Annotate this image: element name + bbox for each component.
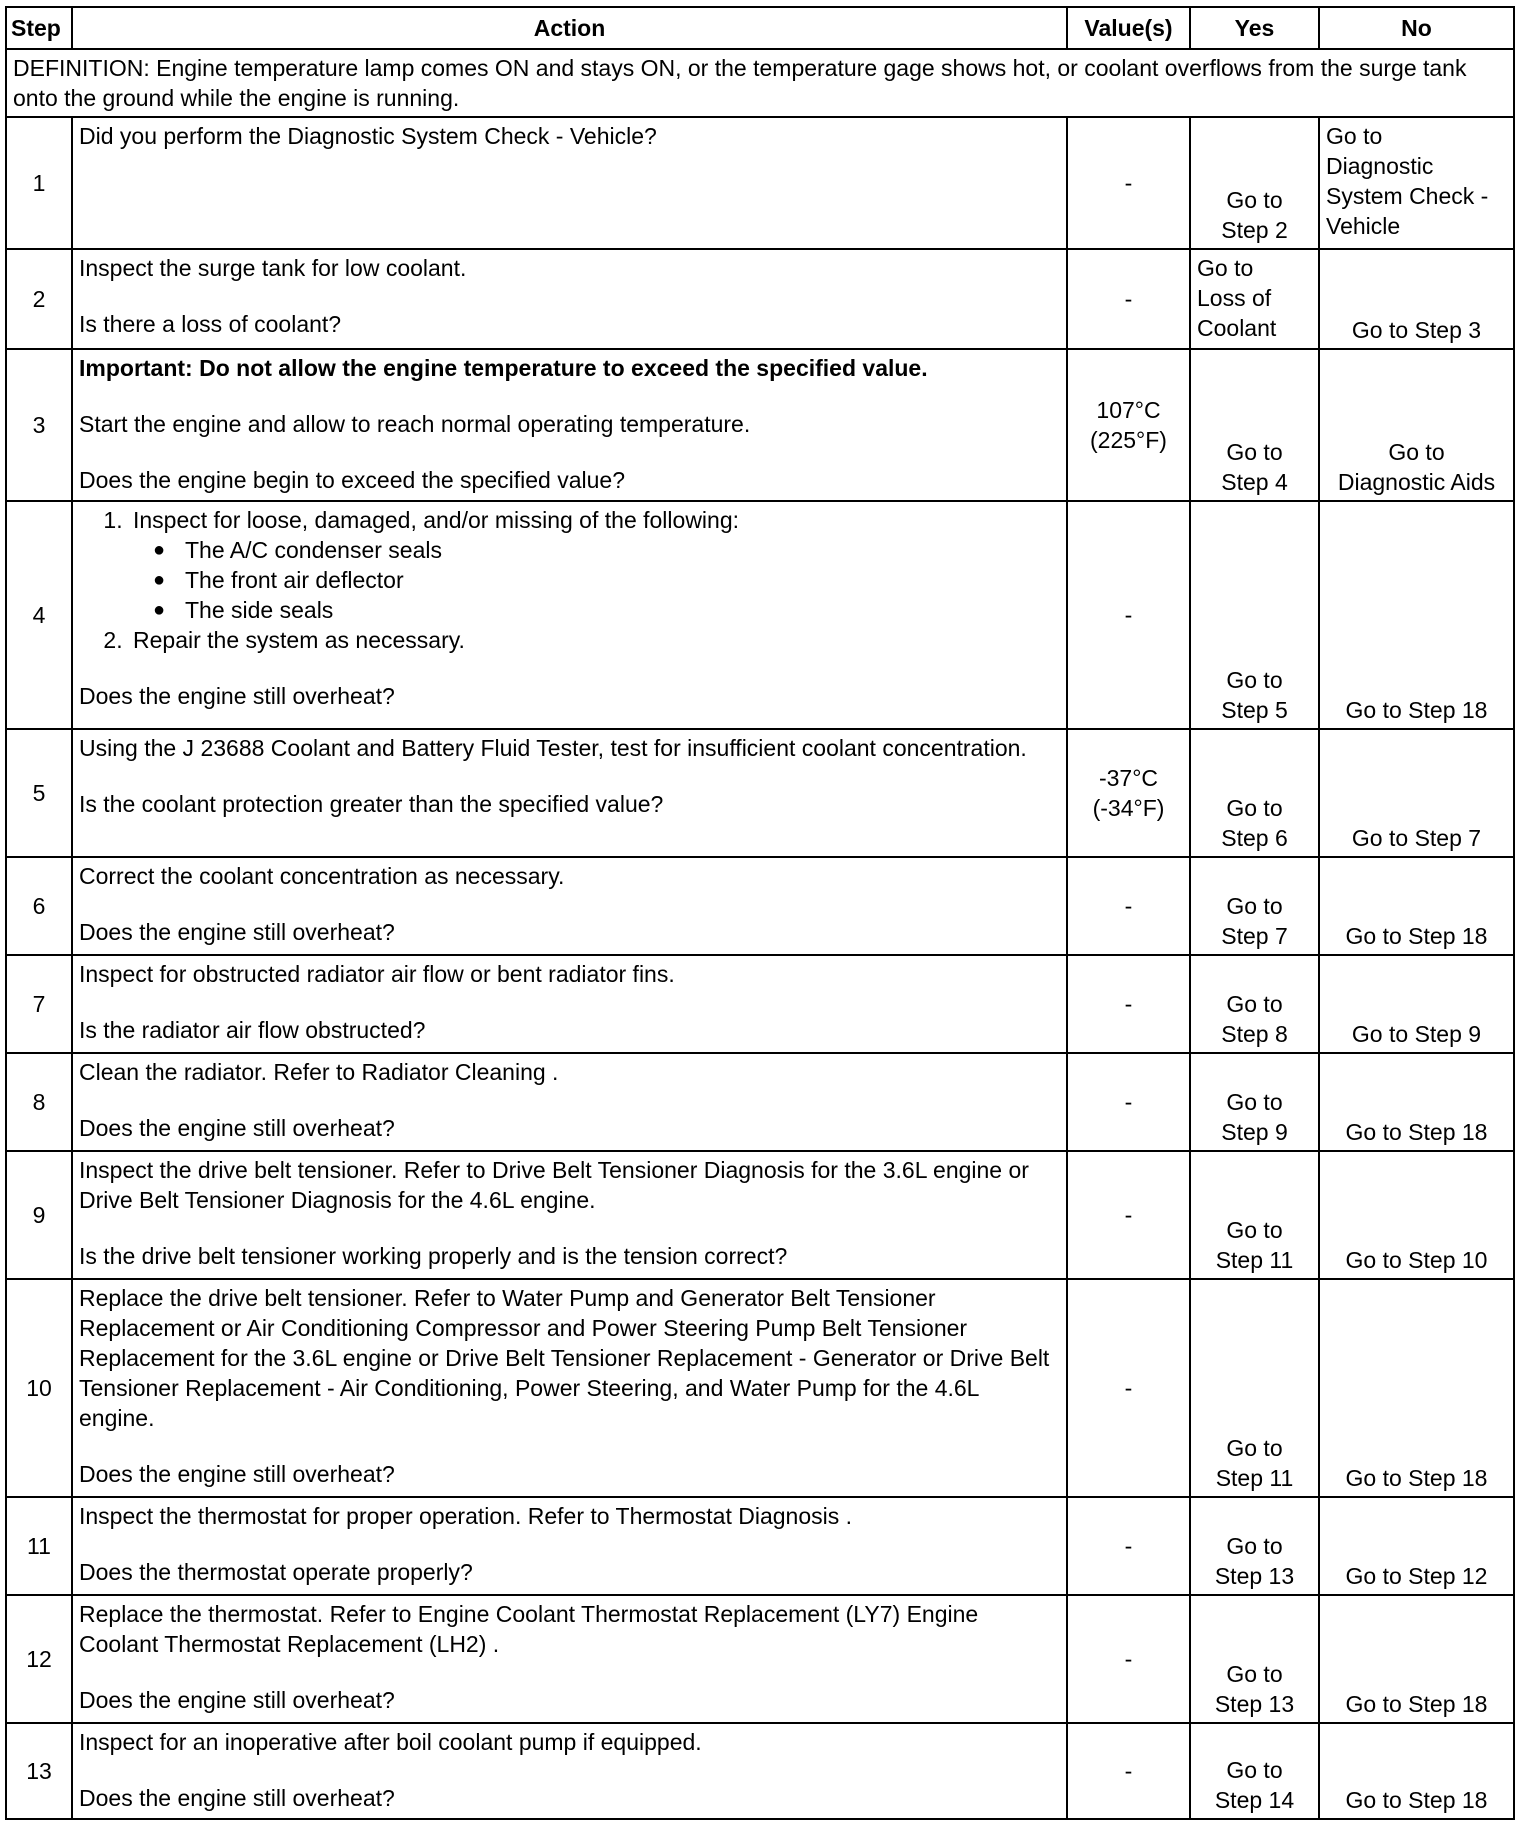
no-cell: Go to Diagnostic Aids [1319,349,1514,501]
step-number: 5 [6,729,72,857]
table-row [6,1723,1514,1819]
header-step: Step [6,7,72,49]
action-text: Inspect the surge tank for low coolant. [79,255,467,281]
yes-cell: Go to Step 14 [1190,1723,1319,1819]
no-cell: Go to Step 7 [1319,729,1514,857]
bullet-item: ● The side seals [179,595,1060,625]
action-cell [72,117,1067,249]
bullet-item: ● The front air deflector [179,565,1060,595]
action-text: Correct the coolant concentration as necessary. [79,863,565,889]
table-row [6,857,1514,955]
value-cell: - [1067,117,1190,249]
no-cell: Go to Step 18 [1319,1723,1514,1819]
step-number: 4 [6,501,72,729]
bullet-list [133,535,1060,625]
question-text: Does the engine still overheat? [79,1687,395,1713]
no-cell: Go to Step 12 [1319,1497,1514,1595]
question-text: Does the engine still overheat? [79,1785,395,1811]
value-cell: - [1067,1723,1190,1819]
action-cell [72,1497,1067,1595]
no-cell: Go to Step 3 [1319,249,1514,349]
step-number: 10 [6,1279,72,1497]
action-cell [72,249,1067,349]
action-cell [72,1151,1067,1279]
action-text: Start the engine and allow to reach normal operating temperature. [79,411,751,437]
table-row [6,1595,1514,1723]
action-cell [72,501,1067,729]
yes-cell: Go to Step 11 [1190,1279,1319,1497]
question-text: Is the drive belt tensioner working properly and is the tension correct? [79,1243,788,1269]
header-action: Action [72,7,1067,49]
action-cell [72,729,1067,857]
diagnostic-table [5,6,1515,1820]
list-item [129,625,1060,655]
question-text: Is there a loss of coolant? [79,311,342,337]
action-text: Replace the thermostat. Refer to Engine Coolant Thermostat Replacement (LY7) Engine Coolant Thermostat Replacement (LH2) . [79,1601,979,1657]
action-cell [72,1595,1067,1723]
step-number: 2 [6,249,72,349]
action-text: Did you perform the Diagnostic System Check - Vehicle? [79,123,657,149]
question-text: Is the radiator air flow obstructed? [79,1017,426,1043]
action-text: Replace the drive belt tensioner. Refer to Water Pump and Generator Belt Tensioner Replacement or Air Conditioning Compressor and Power Steering Pump Belt Tensioner Replacement for the 3.6L engine or Drive Belt Tensioner Replacement - Generator or Drive Belt Tensioner Replacement - Air Conditioning, Power Steering, and Water Pump for the 4.6L engine. [79,1285,1050,1431]
value-cell: - [1067,501,1190,729]
step-number: 9 [6,1151,72,1279]
step-number: 6 [6,857,72,955]
question-text: Is the coolant protection greater than the specified value? [79,791,664,817]
action-text: Inspect for an inoperative after boil coolant pump if equipped. [79,1729,702,1755]
value-cell: -37°C (-34°F) [1067,729,1190,857]
action-cell [72,955,1067,1053]
value-cell: - [1067,1151,1190,1279]
no-cell: Go to Step 10 [1319,1151,1514,1279]
no-cell: Go to Diagnostic System Check - Vehicle [1319,117,1514,249]
header-row [6,7,1514,49]
question-text: Does the engine still overheat? [79,919,395,945]
table-row [6,117,1514,249]
yes-cell: Go to Step 9 [1190,1053,1319,1151]
action-cell [72,857,1067,955]
bullet-item: ● The A/C condenser seals [179,535,1060,565]
list-item [129,505,1060,625]
value-cell: - [1067,1053,1190,1151]
table-row [6,349,1514,501]
yes-cell: Go to Step 13 [1190,1497,1319,1595]
table-row [6,1151,1514,1279]
yes-cell: Go to Step 13 [1190,1595,1319,1723]
yes-cell: Go to Step 4 [1190,349,1319,501]
action-cell [72,349,1067,501]
header-no: No [1319,7,1514,49]
table-row [6,729,1514,857]
step-number: 13 [6,1723,72,1819]
yes-cell: Go to Step 7 [1190,857,1319,955]
procedure-list [79,505,1060,655]
action-text: Clean the radiator. Refer to Radiator Cleaning . [79,1059,559,1085]
step-number: 1 [6,117,72,249]
question-text: Does the engine still overheat? [79,1461,395,1487]
table-row [6,955,1514,1053]
yes-cell: Go to Step 6 [1190,729,1319,857]
table-row [6,1279,1514,1497]
no-cell: Go to Step 18 [1319,1053,1514,1151]
value-cell: - [1067,1279,1190,1497]
action-cell [72,1053,1067,1151]
step-number: 3 [6,349,72,501]
value-cell: - [1067,1497,1190,1595]
action-cell [72,1723,1067,1819]
step-number: 7 [6,955,72,1053]
header-values: Value(s) [1067,7,1190,49]
table-row [6,1053,1514,1151]
important-note: Important: Do not allow the engine temperature to exceed the specified value. [79,355,928,381]
step-number: 8 [6,1053,72,1151]
question-text: Does the engine still overheat? [79,683,395,709]
question-text: Does the engine still overheat? [79,1115,395,1141]
value-cell: 107°C (225°F) [1067,349,1190,501]
question-text: Does the engine begin to exceed the specified value? [79,467,626,493]
no-cell: Go to Step 18 [1319,501,1514,729]
yes-cell: Go to Step 11 [1190,1151,1319,1279]
no-cell: Go to Step 18 [1319,857,1514,955]
table-row [6,501,1514,729]
table-row [6,249,1514,349]
yes-cell: Go to Step 5 [1190,501,1319,729]
value-cell: - [1067,955,1190,1053]
definition-row [6,49,1514,117]
question-text: Does the thermostat operate properly? [79,1559,473,1585]
value-cell: - [1067,1595,1190,1723]
yes-cell: Go to Loss of Coolant [1190,249,1319,349]
action-text: Using the J 23688 Coolant and Battery Fluid Tester, test for insufficient coolant concentration. [79,735,1027,761]
action-text: Inspect for obstructed radiator air flow or bent radiator fins. [79,961,675,987]
no-cell: Go to Step 18 [1319,1595,1514,1723]
header-yes: Yes [1190,7,1319,49]
definition-text: DEFINITION: Engine temperature lamp comes ON and stays ON, or the temperature gage shows hot, or coolant overflows from the surge tank onto the ground while the engine is running. [6,49,1514,117]
action-cell [72,1279,1067,1497]
list-item-text: Inspect for loose, damaged, and/or missing of the following: [133,507,740,533]
value-cell: - [1067,857,1190,955]
no-cell: Go to Step 18 [1319,1279,1514,1497]
yes-cell: Go to Step 8 [1190,955,1319,1053]
action-text: Inspect the drive belt tensioner. Refer to Drive Belt Tensioner Diagnosis for the 3.6L engine or Drive Belt Tensioner Diagnosis for the 4.6L engine. [79,1157,1029,1213]
value-cell: - [1067,249,1190,349]
yes-cell: Go to Step 2 [1190,117,1319,249]
step-number: 11 [6,1497,72,1595]
no-cell: Go to Step 9 [1319,955,1514,1053]
list-item-text: Repair the system as necessary. [133,627,465,653]
action-text: Inspect the thermostat for proper operation. Refer to Thermostat Diagnosis . [79,1503,853,1529]
step-number: 12 [6,1595,72,1723]
table-row [6,1497,1514,1595]
